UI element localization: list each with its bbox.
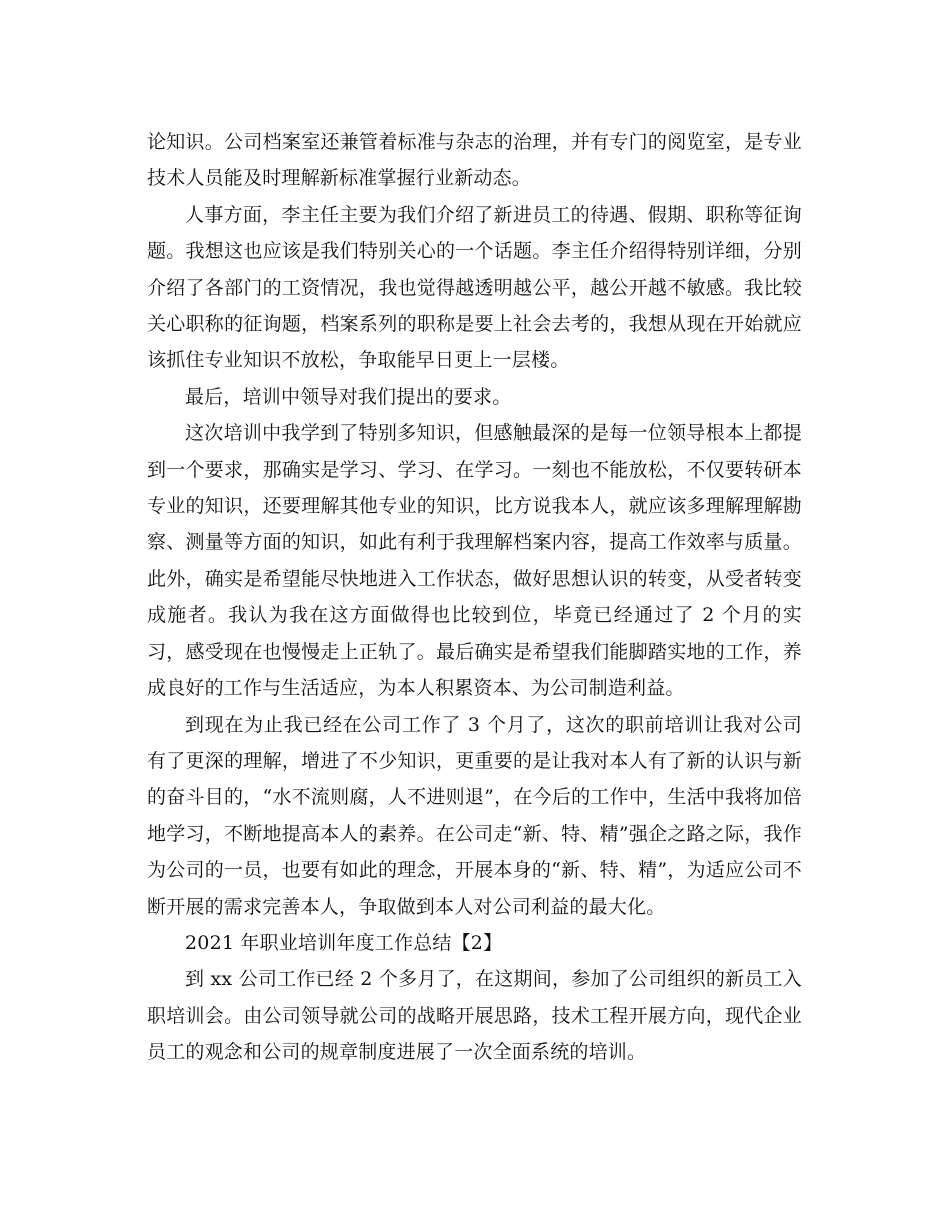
paragraph-2: 人事方面，李主任主要为我们介绍了新进员工的待遇、假期、职称等征询题。我想这也应该是我们特别关心的一个话题。李主任介绍得特别详细，分别介绍了各部门的工资情况，我也觉得越透明越公平，越公开越不敏感。我比较关心职称的征询题，档案系列的职称是要上社会去考的，我想从现在开始就应该抓住专业知识不放松，争取能早日更上一层楼。	[147, 203, 802, 372]
paragraph-3: 最后，培训中领导对我们提出的要求。	[185, 385, 512, 408]
paragraph-5: 到现在为止我已经在公司工作了 3 个月了，这次的职前培训让我对公司有了更深的理解，增进了不少知识，更重要的是让我对本人有了新的认识与新的奋斗目的，“水不流则腐，人不进则退”，在今后的工作中，生活中我将加倍地学习，不断地提高本人的素养。在公司走“新、特、精”强企之路之际，我作为公司的一员，也要有如此的理念，开展本身的“新、特、精”，为适应公司不断开展的需求完善本人，争取做到本人对公司利益的最大化。	[147, 713, 802, 918]
paragraph-4: 这次培训中我学到了特别多知识，但感触最深的是每一位领导根本上都提到一个要求，那确实是学习、学习、在学习。一刻也不能放松，不仅要转研本专业的知识，还要理解其他专业的知识，比方说我本人，就应该多理解理解勘察、测量等方面的知识，如此有利于我理解档案内容，提高工作效率与质量。此外，确实是希望能尽快地进入工作状态，做好思想认识的转变，从受者转变成施者。我认为我在这方面做得也比较到位，毕竟已经通过了 2 个月的实习，感受现在也慢慢走上正轨了。最后确实是希望我们能脚踏实地的工作，养成良好的工作与生活适应，为本人积累资本、为公司制造利益。	[147, 422, 802, 700]
paragraph-1: 论知识。公司档案室还兼管着标准与杂志的治理，并有专门的阅览室，是专业技术人员能及时理解新标准掌握行业新动态。	[147, 131, 802, 190]
section-heading: 2021 年职业培训年度工作总结【2】	[185, 931, 503, 954]
document-body	[147, 124, 802, 1071]
paragraph-6: 到 xx 公司工作已经 2 个多月了，在这期间，参加了公司组织的新员工入职培训会。由公司领导就公司的战略开展思路，技术工程开展方向，现代企业员工的观念和公司的规章制度进展了一次全面系统的培训。	[147, 968, 802, 1064]
